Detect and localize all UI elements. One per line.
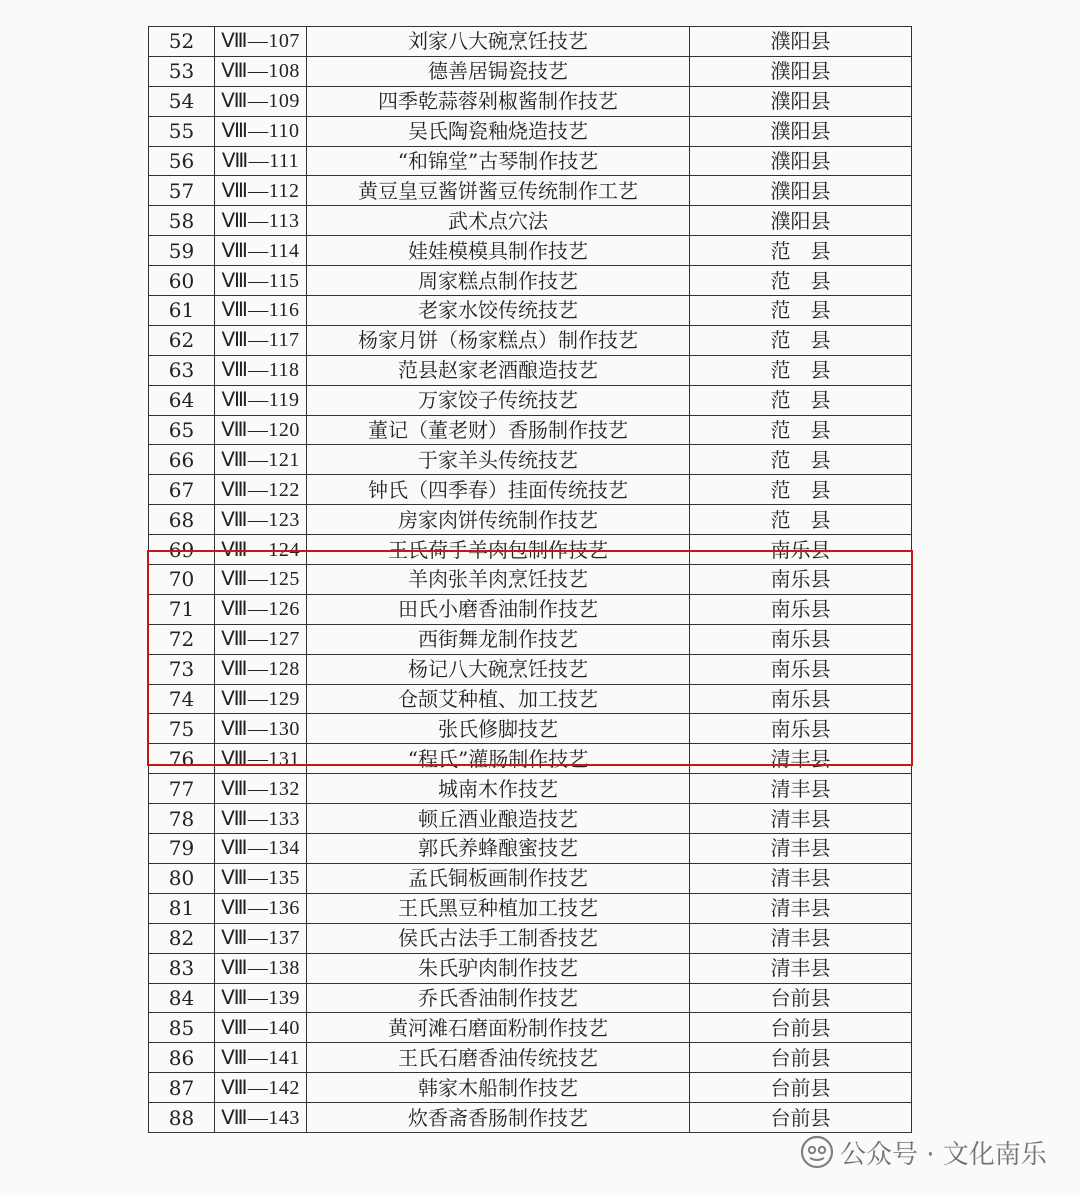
table-row [149, 505, 912, 535]
row-number-cell: 69 [149, 535, 215, 565]
county-cell: 濮阳县 [690, 176, 912, 206]
item-code-cell: Ⅷ—123 [215, 505, 307, 535]
row-number-cell: 59 [149, 236, 215, 266]
item-code-cell: Ⅷ—107 [215, 27, 307, 57]
county-cell: 范 县 [690, 475, 912, 505]
county-cell: 清丰县 [690, 774, 912, 804]
item-code-cell: Ⅷ—116 [215, 296, 307, 326]
table-row [149, 893, 912, 923]
wechat-official-account-icon [800, 1135, 834, 1169]
project-name-cell: 韩家木船制作技艺 [307, 1073, 690, 1103]
watermark-text: 公众号 · 文化南乐 [840, 1139, 1047, 1170]
project-name-cell: 武术点穴法 [307, 206, 690, 236]
row-number-cell: 80 [149, 863, 215, 893]
row-number-cell: 65 [149, 415, 215, 445]
table-row [149, 953, 912, 983]
table-row [149, 834, 912, 864]
project-name-cell: 老家水饺传统技艺 [307, 296, 690, 326]
row-number-cell: 64 [149, 385, 215, 415]
item-code-cell: Ⅷ—140 [215, 1013, 307, 1043]
county-cell: 南乐县 [690, 624, 912, 654]
table-row [149, 415, 912, 445]
county-cell: 南乐县 [690, 714, 912, 744]
county-cell: 南乐县 [690, 535, 912, 565]
county-cell: 南乐县 [690, 654, 912, 684]
item-code-cell: Ⅷ—119 [215, 385, 307, 415]
item-code-cell: Ⅷ—124 [215, 535, 307, 565]
county-cell: 台前县 [690, 1073, 912, 1103]
item-code-cell: Ⅷ—132 [215, 774, 307, 804]
county-cell: 南乐县 [690, 594, 912, 624]
item-code-cell: Ⅷ—114 [215, 236, 307, 266]
county-cell: 清丰县 [690, 804, 912, 834]
item-code-cell: Ⅷ—134 [215, 834, 307, 864]
item-code-cell: Ⅷ—108 [215, 56, 307, 86]
row-number-cell: 83 [149, 953, 215, 983]
row-number-cell: 75 [149, 714, 215, 744]
item-code-cell: Ⅷ—136 [215, 893, 307, 923]
county-cell: 范 县 [690, 505, 912, 535]
table-row [149, 296, 912, 326]
county-cell: 范 县 [690, 236, 912, 266]
row-number-cell: 53 [149, 56, 215, 86]
table-row [149, 1043, 912, 1073]
county-cell: 濮阳县 [690, 146, 912, 176]
project-name-cell: 西街舞龙制作技艺 [307, 624, 690, 654]
row-number-cell: 72 [149, 624, 215, 654]
project-name-cell: 朱氏驴肉制作技艺 [307, 953, 690, 983]
item-code-cell: Ⅷ—120 [215, 415, 307, 445]
row-number-cell: 61 [149, 296, 215, 326]
project-name-cell: 四季乾蒜蓉剁椒酱制作技艺 [307, 86, 690, 116]
project-name-cell: “程氏”灌肠制作技艺 [307, 744, 690, 774]
table-row [149, 475, 912, 505]
project-name-cell: 郭氏养蜂酿蜜技艺 [307, 834, 690, 864]
county-cell: 清丰县 [690, 863, 912, 893]
table-row [149, 1013, 912, 1043]
county-cell: 濮阳县 [690, 56, 912, 86]
county-cell: 清丰县 [690, 744, 912, 774]
project-name-cell: 万家饺子传统技艺 [307, 385, 690, 415]
item-code-cell: Ⅷ—128 [215, 654, 307, 684]
project-name-cell: 房家肉饼传统制作技艺 [307, 505, 690, 535]
project-name-cell: 顿丘酒业酿造技艺 [307, 804, 690, 834]
county-cell: 台前县 [690, 983, 912, 1013]
row-number-cell: 63 [149, 355, 215, 385]
county-cell: 台前县 [690, 1103, 912, 1133]
row-number-cell: 81 [149, 893, 215, 923]
row-number-cell: 62 [149, 325, 215, 355]
row-number-cell: 76 [149, 744, 215, 774]
county-cell: 台前县 [690, 1043, 912, 1073]
item-code-cell: Ⅷ—110 [215, 116, 307, 146]
row-number-cell: 68 [149, 505, 215, 535]
row-number-cell: 66 [149, 445, 215, 475]
row-number-cell: 88 [149, 1103, 215, 1133]
item-code-cell: Ⅷ—121 [215, 445, 307, 475]
wechat-watermark [800, 1132, 1047, 1172]
project-name-cell: 吴氏陶瓷釉烧造技艺 [307, 116, 690, 146]
heritage-list-table [148, 26, 912, 1133]
row-number-cell: 58 [149, 206, 215, 236]
table-row [149, 744, 912, 774]
table-row [149, 206, 912, 236]
county-cell: 范 县 [690, 355, 912, 385]
item-code-cell: Ⅷ—137 [215, 923, 307, 953]
item-code-cell: Ⅷ—139 [215, 983, 307, 1013]
table-row [149, 594, 912, 624]
table-row [149, 236, 912, 266]
table-row [149, 1103, 912, 1133]
project-name-cell: 范县赵家老酒酿造技艺 [307, 355, 690, 385]
project-name-cell: 杨记八大碗烹饪技艺 [307, 654, 690, 684]
item-code-cell: Ⅷ—113 [215, 206, 307, 236]
county-cell: 南乐县 [690, 684, 912, 714]
item-code-cell: Ⅷ—115 [215, 266, 307, 296]
item-code-cell: Ⅷ—125 [215, 565, 307, 595]
table-row [149, 116, 912, 146]
row-number-cell: 55 [149, 116, 215, 146]
row-number-cell: 84 [149, 983, 215, 1013]
item-code-cell: Ⅷ—122 [215, 475, 307, 505]
table-row [149, 385, 912, 415]
item-code-cell: Ⅷ—130 [215, 714, 307, 744]
county-cell: 范 县 [690, 385, 912, 415]
project-name-cell: 刘家八大碗烹饪技艺 [307, 27, 690, 57]
table-row [149, 983, 912, 1013]
project-name-cell: 杨家月饼（杨家糕点）制作技艺 [307, 325, 690, 355]
project-name-cell: 田氏小磨香油制作技艺 [307, 594, 690, 624]
row-number-cell: 73 [149, 654, 215, 684]
project-name-cell: 羊肉张羊肉烹饪技艺 [307, 565, 690, 595]
row-number-cell: 79 [149, 834, 215, 864]
project-name-cell: 城南木作技艺 [307, 774, 690, 804]
item-code-cell: Ⅷ—112 [215, 176, 307, 206]
county-cell: 清丰县 [690, 893, 912, 923]
row-number-cell: 82 [149, 923, 215, 953]
table-row [149, 445, 912, 475]
row-number-cell: 78 [149, 804, 215, 834]
item-code-cell: Ⅷ—143 [215, 1103, 307, 1133]
item-code-cell: Ⅷ—111 [215, 146, 307, 176]
row-number-cell: 85 [149, 1013, 215, 1043]
item-code-cell: Ⅷ—126 [215, 594, 307, 624]
table-row [149, 624, 912, 654]
project-name-cell: “和锦堂”古琴制作技艺 [307, 146, 690, 176]
project-name-cell: 炊香斋香肠制作技艺 [307, 1103, 690, 1133]
table-row [149, 565, 912, 595]
item-code-cell: Ⅷ—109 [215, 86, 307, 116]
project-name-cell: 张氏修脚技艺 [307, 714, 690, 744]
item-code-cell: Ⅷ—129 [215, 684, 307, 714]
row-number-cell: 77 [149, 774, 215, 804]
item-code-cell: Ⅷ—141 [215, 1043, 307, 1073]
project-name-cell: 董记（董老财）香肠制作技艺 [307, 415, 690, 445]
project-name-cell: 王氏荷手羊肉包制作技艺 [307, 535, 690, 565]
table-row [149, 923, 912, 953]
county-cell: 濮阳县 [690, 116, 912, 146]
item-code-cell: Ⅷ—117 [215, 325, 307, 355]
row-number-cell: 56 [149, 146, 215, 176]
table-body [149, 27, 912, 1133]
county-cell: 南乐县 [690, 565, 912, 595]
row-number-cell: 87 [149, 1073, 215, 1103]
table-row [149, 27, 912, 57]
item-code-cell: Ⅷ—135 [215, 863, 307, 893]
county-cell: 濮阳县 [690, 27, 912, 57]
county-cell: 清丰县 [690, 953, 912, 983]
project-name-cell: 黄河滩石磨面粉制作技艺 [307, 1013, 690, 1043]
project-name-cell: 侯氏古法手工制香技艺 [307, 923, 690, 953]
project-name-cell: 钟氏（四季春）挂面传统技艺 [307, 475, 690, 505]
item-code-cell: Ⅷ—138 [215, 953, 307, 983]
table-row [149, 863, 912, 893]
table-row [149, 684, 912, 714]
table-row [149, 804, 912, 834]
project-name-cell: 黄豆皇豆酱饼酱豆传统制作工艺 [307, 176, 690, 206]
table-row [149, 1073, 912, 1103]
table-row [149, 56, 912, 86]
county-cell: 台前县 [690, 1013, 912, 1043]
table-row [149, 774, 912, 804]
county-cell: 濮阳县 [690, 206, 912, 236]
table-row [149, 535, 912, 565]
county-cell: 范 县 [690, 445, 912, 475]
county-cell: 范 县 [690, 266, 912, 296]
row-number-cell: 74 [149, 684, 215, 714]
row-number-cell: 71 [149, 594, 215, 624]
row-number-cell: 86 [149, 1043, 215, 1073]
project-name-cell: 王氏石磨香油传统技艺 [307, 1043, 690, 1073]
row-number-cell: 67 [149, 475, 215, 505]
county-cell: 范 县 [690, 325, 912, 355]
table-row [149, 714, 912, 744]
county-cell: 范 县 [690, 296, 912, 326]
row-number-cell: 70 [149, 565, 215, 595]
table-row [149, 266, 912, 296]
county-cell: 清丰县 [690, 834, 912, 864]
item-code-cell: Ⅷ—127 [215, 624, 307, 654]
item-code-cell: Ⅷ—131 [215, 744, 307, 774]
project-name-cell: 周家糕点制作技艺 [307, 266, 690, 296]
table-row [149, 654, 912, 684]
project-name-cell: 乔氏香油制作技艺 [307, 983, 690, 1013]
table-row [149, 355, 912, 385]
row-number-cell: 60 [149, 266, 215, 296]
row-number-cell: 57 [149, 176, 215, 206]
row-number-cell: 52 [149, 27, 215, 57]
item-code-cell: Ⅷ—133 [215, 804, 307, 834]
item-code-cell: Ⅷ—118 [215, 355, 307, 385]
table-row [149, 86, 912, 116]
project-name-cell: 王氏黑豆种植加工技艺 [307, 893, 690, 923]
project-name-cell: 孟氏铜板画制作技艺 [307, 863, 690, 893]
project-name-cell: 德善居锔瓷技艺 [307, 56, 690, 86]
item-code-cell: Ⅷ—142 [215, 1073, 307, 1103]
table-row [149, 325, 912, 355]
county-cell: 范 县 [690, 415, 912, 445]
project-name-cell: 娃娃模模具制作技艺 [307, 236, 690, 266]
county-cell: 濮阳县 [690, 86, 912, 116]
table-row [149, 176, 912, 206]
county-cell: 清丰县 [690, 923, 912, 953]
table-row [149, 146, 912, 176]
row-number-cell: 54 [149, 86, 215, 116]
project-name-cell: 仓颉艾种植、加工技艺 [307, 684, 690, 714]
project-name-cell: 于家羊头传统技艺 [307, 445, 690, 475]
